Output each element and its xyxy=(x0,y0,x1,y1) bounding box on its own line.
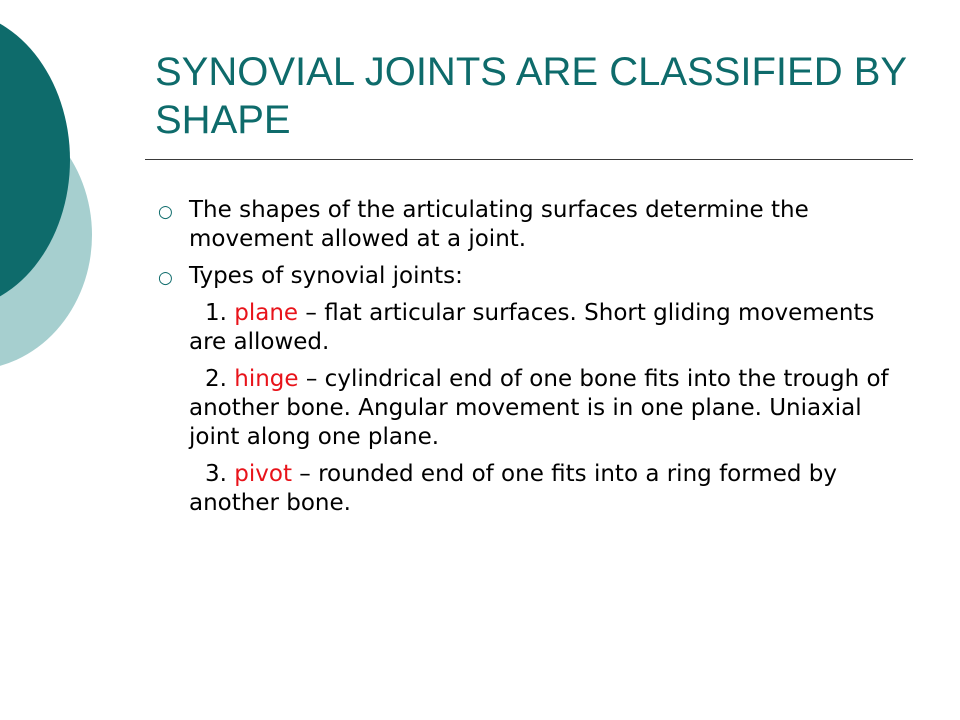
joint-type-number: 1. xyxy=(205,300,227,326)
joint-type-item xyxy=(158,365,918,452)
joint-type-term: hinge xyxy=(234,366,299,392)
joint-type-description: – rounded end of one fits into a ring formed by another bone. xyxy=(189,461,837,516)
joint-type-item xyxy=(158,299,918,357)
circle-bullet-icon: ○ xyxy=(158,202,173,222)
bullet-text: Types of synovial joints: xyxy=(189,263,463,289)
joint-type-term: plane xyxy=(234,300,299,326)
slide-body xyxy=(158,196,918,526)
bullet-item xyxy=(158,196,918,254)
joint-type-number: 3. xyxy=(205,461,227,487)
decorative-circles xyxy=(0,0,110,400)
joint-type-term: pivot xyxy=(234,461,292,487)
circle-bullet-icon: ○ xyxy=(158,268,173,288)
bullet-text: The shapes of the articulating surfaces determine the movement allowed at a joint. xyxy=(189,197,809,252)
joint-type-item xyxy=(158,460,918,518)
joint-type-number: 2. xyxy=(205,366,227,392)
bullet-item xyxy=(158,262,918,291)
title-divider xyxy=(145,159,913,160)
joint-type-description: – flat articular surfaces. Short gliding movements are allowed. xyxy=(189,300,875,355)
slide-title: SYNOVIAL JOINTS ARE CLASSIFIED BY SHAPE xyxy=(155,50,907,142)
joint-type-description: – cylindrical end of one bone fits into the trough of another bone. Angular movement is in one plane. Uniaxial joint along one plane. xyxy=(189,366,889,450)
